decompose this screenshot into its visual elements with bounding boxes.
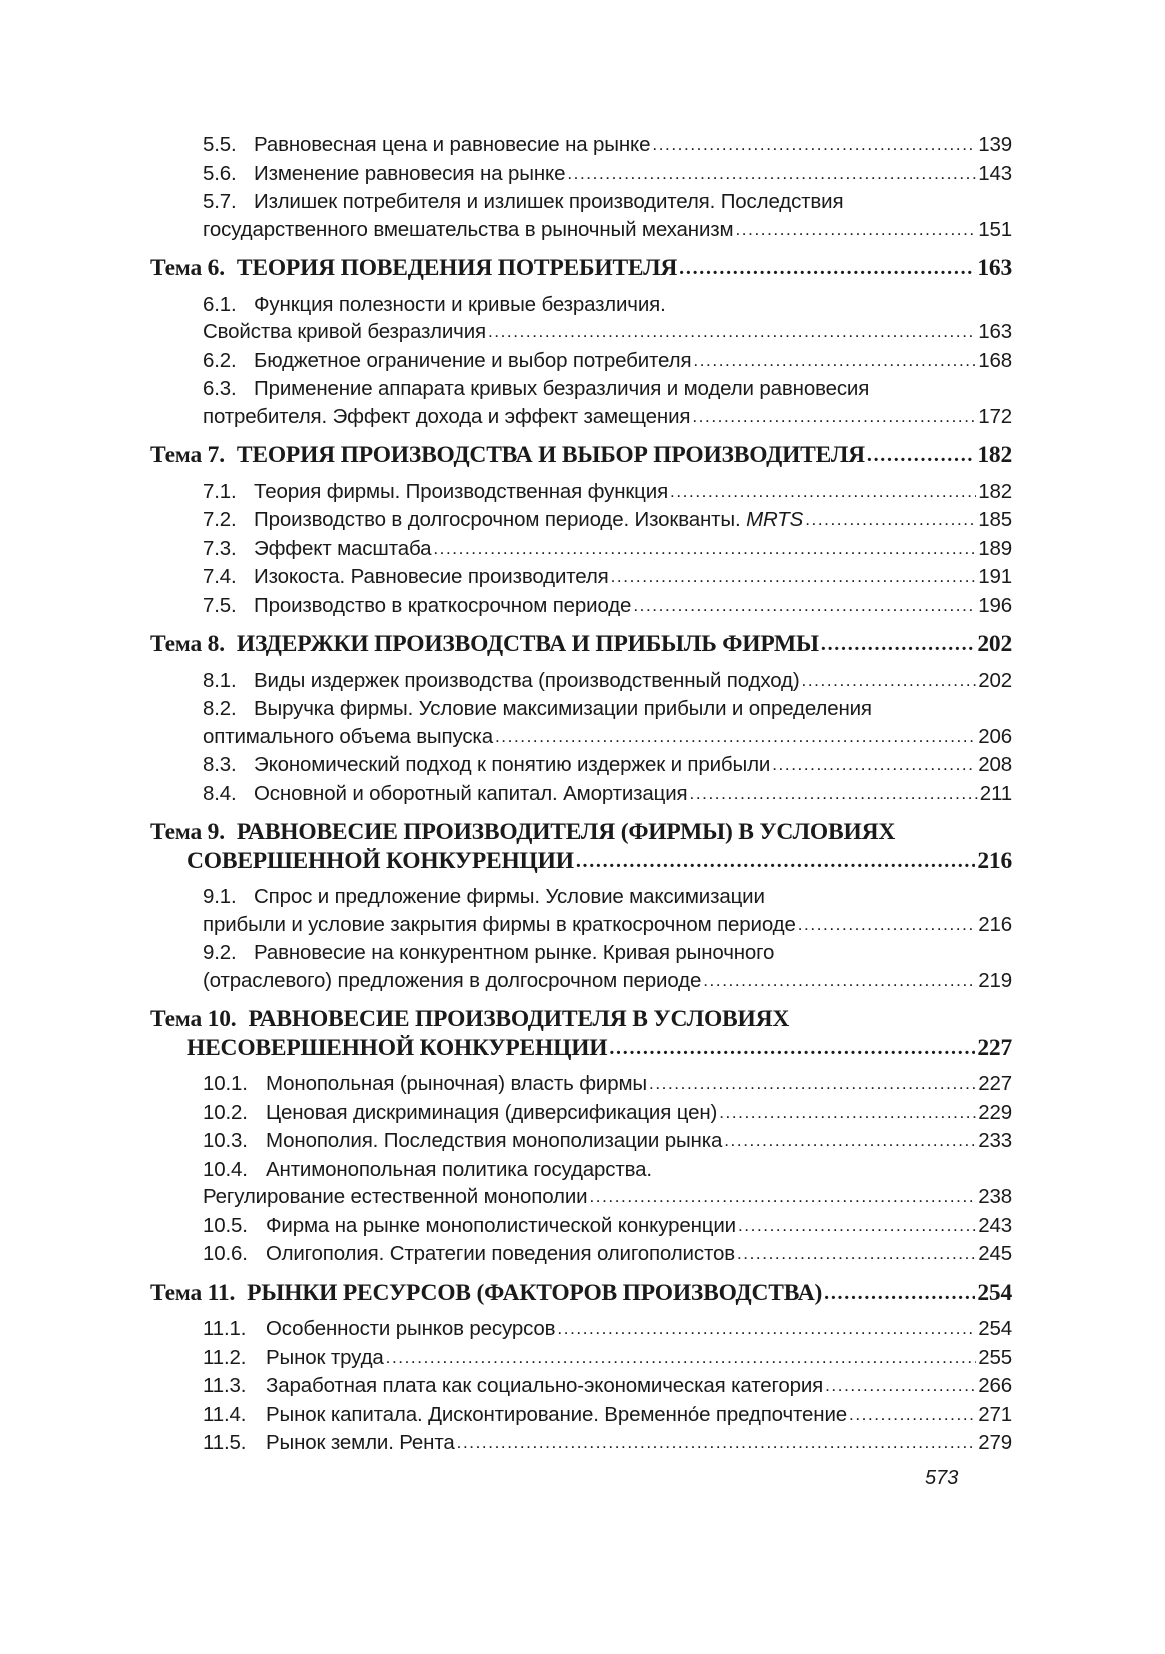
dot-leader	[825, 1371, 976, 1400]
topic-8-heading[interactable]: Тема 8. ИЗДЕРЖКИ ПРОИЗВОДСТВА И ПРИБЫЛЬ ФИРМЫ ..... 202	[150, 630, 1012, 660]
dot-leader	[867, 440, 975, 470]
dot-leader	[703, 966, 976, 995]
dot-leader	[735, 215, 976, 244]
dot-leader	[719, 1098, 976, 1127]
dot-leader	[495, 722, 976, 751]
toc-entry-11-4[interactable]: 11.4. Рынок капитала. Дисконтирование. Временно́е предпочтение ..... 271	[150, 1401, 1012, 1430]
toc-entry-7-1[interactable]: 7.1. Теория фирмы. Производственная функция ..... 182	[150, 478, 1012, 507]
toc-entry-5-7[interactable]: 5.7. Излишек потребителя и излишек производителя. Последствия	[203, 190, 844, 213]
dot-leader	[690, 779, 978, 808]
dot-leader	[738, 1211, 976, 1240]
dot-leader	[488, 317, 976, 346]
toc-entry-7-4[interactable]: 7.4. Изокоста. Равновесие производителя ..... 191	[150, 563, 1012, 592]
topic-9-heading[interactable]: Тема 9. РАВНОВЕСИЕ ПРОИЗВОДИТЕЛЯ (ФИРМЫ) В УСЛОВИЯХ СОВЕРШЕННОЙ КОНКУРЕНЦИИ ..... 216	[150, 818, 1012, 876]
dot-leader	[386, 1343, 977, 1372]
toc-entry-7-3[interactable]: 7.3. Эффект масштаба ..... 189	[150, 535, 1012, 564]
dot-leader	[652, 130, 976, 159]
table-of-contents	[150, 131, 1012, 1458]
dot-leader	[589, 1182, 976, 1211]
page-number: 573	[925, 1467, 959, 1489]
toc-entry-6-3-cont[interactable]: потребителя. Эффект дохода и эффект замещения ..... 172	[150, 403, 1012, 432]
dot-leader	[805, 505, 976, 534]
topic-7-heading[interactable]: Тема 7. ТЕОРИЯ ПРОИЗВОДСТВА И ВЫБОР ПРОИЗВОДИТЕЛЯ ..... 182	[150, 441, 1012, 471]
toc-entry-8-2-cont[interactable]: оптимального объема выпуска ..... 206	[150, 723, 1012, 752]
toc-entry-11-5[interactable]: 11.5. Рынок земли. Рента ..... 279	[150, 1429, 1012, 1458]
dot-leader	[821, 629, 975, 659]
topic-9-sections	[150, 883, 1012, 995]
dot-leader	[567, 159, 976, 188]
toc-entry-11-3[interactable]: 11.3. Заработная плата как социально-экономическая категория ..... 266	[150, 1372, 1012, 1401]
toc-entry-10-2[interactable]: 10.2. Ценовая дискриминация (диверсификация цен) ..... 229	[150, 1099, 1012, 1128]
toc-entry-6-2[interactable]: 6.2. Бюджетное ограничение и выбор потребителя ..... 168	[150, 347, 1012, 376]
toc-entry-6-1-cont[interactable]: Свойства кривой безразличия ..... 163	[150, 318, 1012, 347]
topic-11-sections	[150, 1315, 1012, 1458]
toc-entry-5-6[interactable]: 5.6. Изменение равновесия на рынке ..... 143	[150, 160, 1012, 189]
toc-entry-10-1[interactable]: 10.1. Монопольная (рыночная) власть фирмы ..... 227	[150, 1070, 1012, 1099]
dot-leader	[772, 750, 976, 779]
dot-leader	[693, 346, 976, 375]
dot-leader	[849, 1400, 976, 1429]
toc-entry-8-1[interactable]: 8.1. Виды издержек производства (производственный подход) ..... 202	[150, 667, 1012, 696]
toc-entry-7-5[interactable]: 7.5. Производство в краткосрочном периоде ..... 196	[150, 592, 1012, 621]
dot-leader	[433, 534, 976, 563]
topic-7-sections	[150, 478, 1012, 621]
toc-entry-10-4-cont[interactable]: Регулирование естественной монополии ..... 238	[150, 1183, 1012, 1212]
topic-11-heading[interactable]: Тема 11. РЫНКИ РЕСУРСОВ (ФАКТОРОВ ПРОИЗВОДСТВА) ..... 254	[150, 1279, 1012, 1309]
topic-6-heading[interactable]: Тема 6. ТЕОРИЯ ПОВЕДЕНИЯ ПОТРЕБИТЕЛЯ ..... 163	[150, 254, 1012, 284]
dot-leader	[798, 910, 977, 939]
toc-entry-10-6[interactable]: 10.6. Олигополия. Стратегии поведения олигополистов ..... 245	[150, 1240, 1012, 1269]
toc-entry-9-1[interactable]: 9.1. Спрос и предложение фирмы. Условие максимизации	[203, 885, 765, 908]
toc-entry-8-2[interactable]: 8.2. Выручка фирмы. Условие максимизации прибыли и определения	[203, 697, 872, 720]
dot-leader	[576, 846, 976, 876]
toc-entry-11-2[interactable]: 11.2. Рынок труда ..... 255	[150, 1344, 1012, 1373]
dot-leader	[609, 1033, 975, 1063]
toc-entry-5-5[interactable]: 5.5. Равновесная цена и равновесие на рынке ..... 139	[150, 131, 1012, 160]
toc-entry-9-2[interactable]: 9.2. Равновесие на конкурентном рынке. Кривая рыночного	[203, 941, 775, 964]
dot-leader	[824, 1278, 975, 1308]
toc-entry-6-3[interactable]: 6.3. Применение аппарата кривых безразличия и модели равновесия	[203, 377, 870, 400]
topic-5-sections	[150, 131, 1012, 244]
dot-leader	[557, 1314, 976, 1343]
toc-entry-10-4[interactable]: 10.4. Антимонопольная политика государства.	[203, 1157, 652, 1181]
toc-entry-8-3[interactable]: 8.3. Экономический подход к понятию издержек и прибыли ..... 208	[150, 751, 1012, 780]
toc-entry-6-1[interactable]: 6.1. Функция полезности и кривые безразличия.	[203, 292, 666, 316]
dot-leader	[692, 402, 976, 431]
topic-10-sections	[150, 1070, 1012, 1269]
topic-10-heading[interactable]: Тема 10. РАВНОВЕСИЕ ПРОИЗВОДИТЕЛЯ В УСЛОВИЯХ НЕСОВЕРШЕННОЙ КОНКУРЕНЦИИ ..... 227	[150, 1005, 1012, 1063]
topic-8-sections	[150, 667, 1012, 809]
toc-entry-10-5[interactable]: 10.5. Фирма на рынке монополистической конкуренции ..... 243	[150, 1212, 1012, 1241]
dot-leader	[679, 253, 975, 283]
dot-leader	[802, 666, 977, 695]
topic-6-sections	[150, 291, 1012, 432]
dot-leader	[737, 1239, 976, 1268]
dot-leader	[724, 1126, 976, 1155]
dot-leader	[611, 562, 977, 591]
dot-leader	[649, 1069, 976, 1098]
toc-entry-8-4[interactable]: 8.4. Основной и оборотный капитал. Амортизация ..... 211	[150, 780, 1012, 809]
toc-entry-9-1-cont[interactable]: прибыли и условие закрытия фирмы в краткосрочном периоде ..... 216	[150, 911, 1012, 940]
dot-leader	[457, 1428, 977, 1457]
toc-entry-7-2[interactable]: 7.2. Производство в долгосрочном периоде. Изокванты. MRTS ..... 185	[150, 506, 1012, 535]
dot-leader	[670, 477, 976, 506]
toc-entry-5-7-cont[interactable]: государственного вмешательства в рыночный механизм ..... 151	[150, 216, 1012, 245]
dot-leader	[633, 591, 976, 620]
toc-entry-11-1[interactable]: 11.1. Особенности рынков ресурсов ..... 254	[150, 1315, 1012, 1344]
toc-entry-9-2-cont[interactable]: (отраслевого) предложения в долгосрочном периоде ..... 219	[150, 967, 1012, 996]
toc-entry-10-3[interactable]: 10.3. Монополия. Последствия монополизации рынка ..... 233	[150, 1127, 1012, 1156]
